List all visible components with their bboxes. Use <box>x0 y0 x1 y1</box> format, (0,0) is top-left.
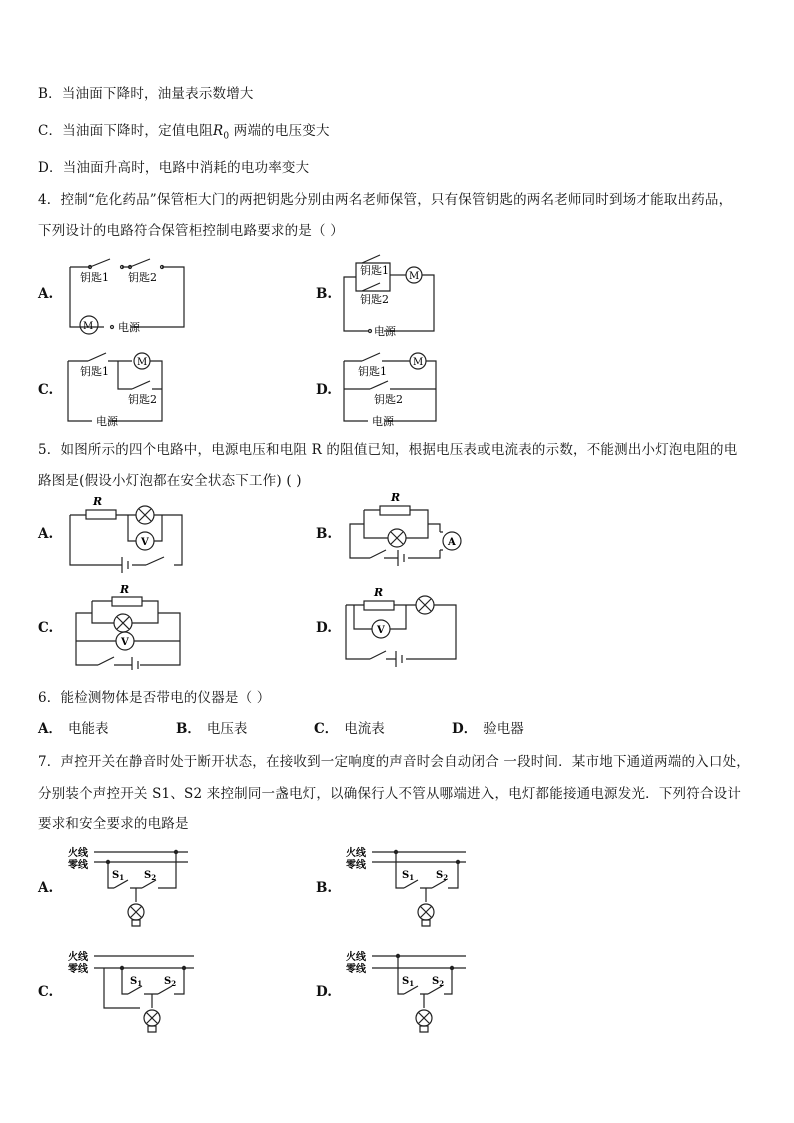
q3-option-c-text-end: 两端的电压变大 <box>233 123 330 139</box>
q3-option-c <box>38 119 330 142</box>
q7-label-a: A. <box>38 880 54 896</box>
q4-circuit-b <box>340 247 450 339</box>
q5-circuit-d <box>340 585 470 670</box>
source-label: 电源 <box>374 325 396 338</box>
choice-text: 电流表 <box>344 721 385 737</box>
motor-label: M <box>83 321 94 332</box>
q5-stem-line1: 5．如图所示的四个电路中，电源电压和电阻 R 的阻值已知，根据电压表或电流表的示数，不能测出小灯泡电阻的电 <box>38 442 738 458</box>
q4-circuit-a <box>62 247 192 337</box>
q4-circuit-c <box>62 345 182 430</box>
key1-label: 钥匙1 <box>360 264 389 277</box>
choice-text: 电能表 <box>67 721 109 737</box>
q7-circuit-a <box>64 842 194 934</box>
switch-s2-label: $S_2$ <box>432 976 445 988</box>
q4-label-a: A. <box>38 286 54 302</box>
switch-s1-label: $S_1$ <box>402 870 415 882</box>
motor-label: M <box>413 357 424 368</box>
q5-circuit-c <box>62 585 192 670</box>
resistor-label: R <box>120 585 130 596</box>
key2-label: 钥匙2 <box>128 271 157 284</box>
neutral-wire-label: 零线 <box>68 860 88 871</box>
source-label: 电源 <box>96 415 118 428</box>
live-wire-label: 火线 <box>346 952 366 963</box>
live-wire-label: 火线 <box>346 848 366 859</box>
source-label: 电源 <box>118 321 140 334</box>
q6-choice-b[interactable] <box>176 717 247 737</box>
q5-circuit-b <box>340 492 470 572</box>
voltmeter-label: V <box>121 637 129 648</box>
q7-stem-line3: 要求和安全要求的电路是 <box>38 816 189 832</box>
q5-stem-line2: 路图是(假设小灯泡都在安全状态下工作) ( ) <box>38 473 302 489</box>
resistor-subscript: 0 <box>223 131 230 142</box>
q4-circuit-d <box>340 345 450 430</box>
ammeter-label: A <box>448 537 456 548</box>
voltmeter-label: V <box>141 537 149 548</box>
switch-s2-label: $S_2$ <box>144 870 157 882</box>
q7-label-b: B. <box>316 880 333 896</box>
choice-label: A． <box>38 721 62 737</box>
q7-stem-line1: 7．声控开关在静音时处于断开状态，在接收到一定响度的声音时会自动闭合 一段时间．某市地下通道两端的入口处， <box>38 754 750 770</box>
q3-option-b: B．当油面下降时，油量表示数增大 <box>38 86 254 102</box>
q5-circuit-a <box>62 495 192 575</box>
key2-label: 钥匙2 <box>360 293 389 306</box>
neutral-wire-label: 零线 <box>346 860 366 871</box>
neutral-wire-label: 零线 <box>346 964 366 975</box>
resistor-label: R <box>93 495 103 508</box>
motor-label: M <box>137 357 148 368</box>
q6-choice-d[interactable] <box>452 717 524 737</box>
resistor-label: R <box>374 586 384 599</box>
q4-stem-line1: 4．控制“危化药品”保管柜大门的两把钥匙分别由两名老师保管，只有保管钥匙的两名老师同时到场才能取出药品， <box>38 192 733 208</box>
live-wire-label: 火线 <box>68 952 88 963</box>
q7-circuit-d <box>342 944 472 1040</box>
q7-label-c: C. <box>38 984 54 1000</box>
q6-choice-a[interactable] <box>38 717 108 737</box>
switch-s1-label: $S_1$ <box>402 976 415 988</box>
key2-label: 钥匙2 <box>374 393 403 406</box>
q4-label-b: B. <box>316 286 333 302</box>
q3-option-d: D．当油面升高时，电路中消耗的电功率变大 <box>38 160 310 176</box>
q6-choice-c[interactable] <box>314 717 385 737</box>
q7-circuit-c <box>64 944 204 1040</box>
q5-label-c: C. <box>38 620 54 636</box>
switch-s1-label: $S_1$ <box>130 976 143 988</box>
live-wire-label: 火线 <box>68 848 88 859</box>
q7-stem-line2: 分别装个声控开关 S1、S2 来控制同一盏电灯，以确保行人不管从哪端进入，电灯都能接通电源发光．下列符合设计 <box>38 786 742 802</box>
q5-label-a: A. <box>38 526 54 542</box>
motor-label: M <box>409 271 420 282</box>
q4-stem-line2: 下列设计的电路符合保管柜控制电路要求的是（ ） <box>38 223 344 239</box>
q6-stem: 6．能检测物体是否带电的仪器是（ ） <box>38 690 271 706</box>
switch-s2-label: $S_2$ <box>436 870 449 882</box>
q5-label-b: B. <box>316 526 333 542</box>
resistor-label: R <box>391 492 401 504</box>
key1-label: 钥匙1 <box>80 365 109 378</box>
q4-label-d: D. <box>316 382 332 398</box>
source-label: 电源 <box>372 415 394 428</box>
resistor-symbol: R <box>212 123 224 139</box>
key1-label: 钥匙1 <box>358 365 387 378</box>
q7-label-d: D. <box>316 984 332 1000</box>
q7-circuit-b <box>342 842 472 934</box>
choice-label: C． <box>314 721 339 737</box>
choice-text: 电压表 <box>206 721 248 737</box>
q5-label-d: D. <box>316 620 332 636</box>
choice-text: 验电器 <box>483 721 524 737</box>
choice-label: B． <box>176 721 201 737</box>
key2-label: 钥匙2 <box>128 393 157 406</box>
switch-s1-label: $S_1$ <box>112 870 125 882</box>
choice-label: D． <box>452 721 478 737</box>
q4-label-c: C. <box>38 382 54 398</box>
switch-s2-label: $S_2$ <box>164 976 177 988</box>
neutral-wire-label: 零线 <box>68 964 88 975</box>
q3-option-c-text: C．当油面下降时，定值电阻 <box>38 123 213 139</box>
voltmeter-label: V <box>377 625 385 636</box>
key1-label: 钥匙1 <box>80 271 109 284</box>
